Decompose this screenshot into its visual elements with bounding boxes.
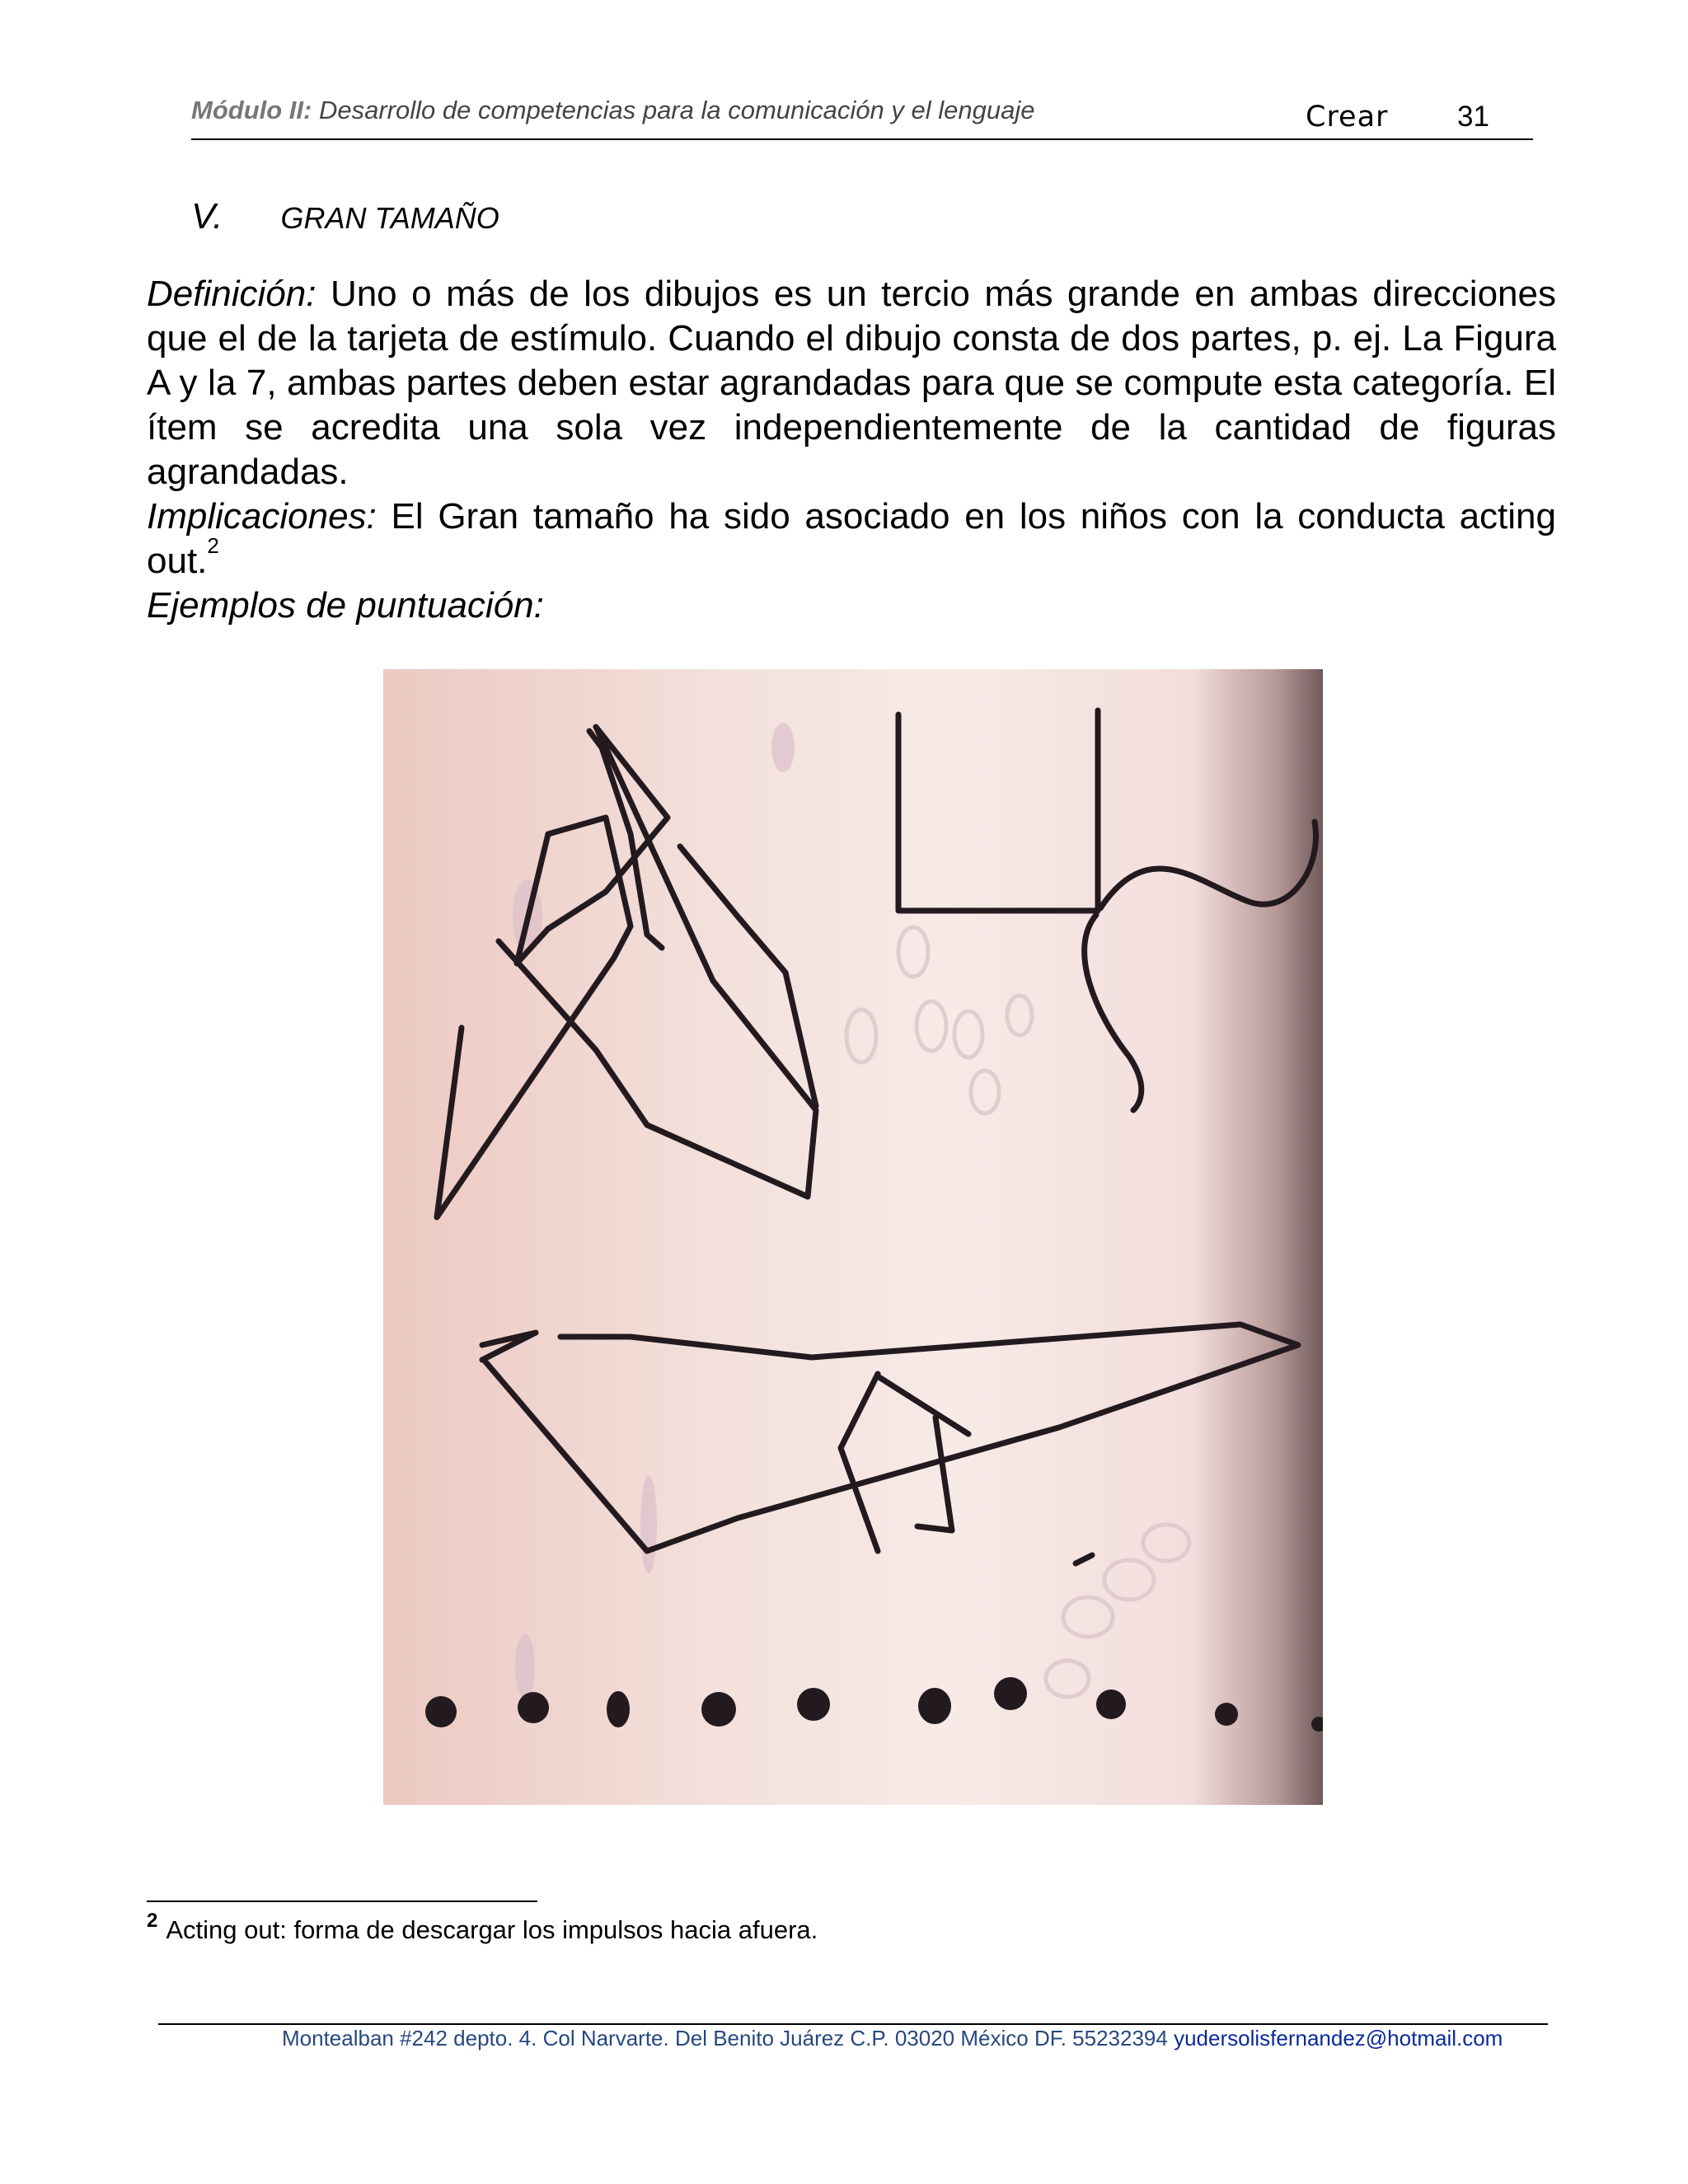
footnote (147, 1910, 818, 1945)
implications-label: Implicaciones: (147, 496, 377, 537)
page-footer (282, 2026, 1503, 2051)
body-text (147, 272, 1556, 628)
section-number: V. (191, 196, 223, 237)
definition-label: Definición: (147, 274, 316, 314)
definition-text: Uno o más de los dibujos es un tercio más grande en ambas direcciones que el de la tarjeta de estímulo. Cuando el dibujo consta de dos partes, p. ej. La Figura A y la 7, ambas partes deben estar agrandadas para que se compute esta categoría. El ítem se acredita una sola vez independientemente de la cantidad de figuras agrandadas. (147, 274, 1556, 492)
footer-email-link[interactable]: yudersolisfernandez@hotmail.com (1174, 2026, 1503, 2050)
footnote-divider (147, 1900, 537, 1902)
module-title: Desarrollo de competencias para la comunicación y el lenguaje (318, 96, 1035, 124)
brand-name: Crear (1306, 101, 1389, 134)
page-number: 31 (1457, 101, 1489, 133)
footer-address: Montealban #242 depto. 4. Col Narvarte. Del Benito Juárez C.P. 03020 México DF. 55232394 (282, 2026, 1168, 2050)
section-heading (191, 196, 499, 237)
section-title: GRAN TAMAÑO (280, 201, 499, 235)
implications-text: El Gran tamaño ha sido asociado en los niños con la conducta acting out. (147, 496, 1556, 581)
page-header (191, 92, 1533, 140)
footnote-text: Acting out: forma de descargar los impulsos hacia afuera. (166, 1915, 818, 1944)
footnote-number: 2 (147, 1910, 158, 1932)
header-module (191, 96, 1034, 125)
footnote-reference: 2 (207, 533, 219, 558)
implications-paragraph (147, 494, 1556, 583)
examples-label: Ejemplos de puntuación: (147, 585, 544, 626)
footer-divider (158, 2023, 1548, 2025)
examples-paragraph (147, 583, 1556, 628)
scanned-drawing-figure (383, 669, 1323, 1805)
module-label: Módulo II: (191, 96, 312, 124)
drawing-sketch (383, 669, 1323, 1805)
definition-paragraph (147, 272, 1556, 494)
